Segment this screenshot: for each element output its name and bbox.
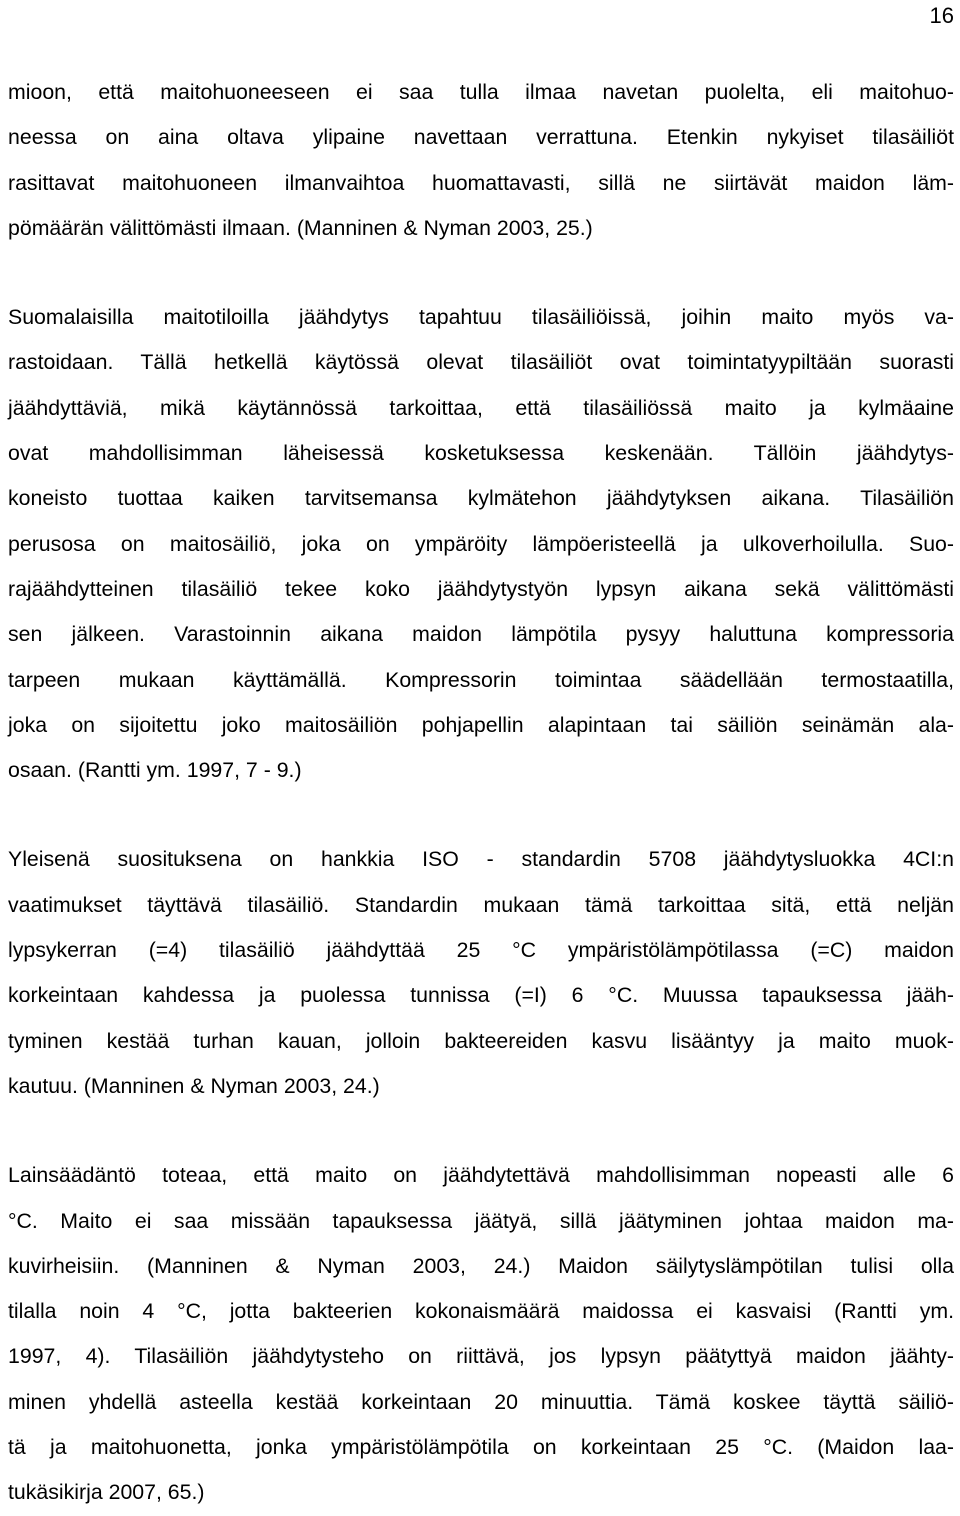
text-line: Lainsäädäntö toteaa, että maito on jäähdytettävä mahdollisimman nopeasti alle 6 bbox=[8, 1163, 954, 1188]
text-line: ovat mahdollisimman läheisessä kosketuksessa keskenään. Tällöin jäähdytys- bbox=[8, 441, 954, 466]
paragraph-2 bbox=[8, 295, 954, 793]
text-line: sen jälkeen. Varastoinnin aikana maidon lämpötila pysyy haluttuna kompressoria bbox=[8, 622, 954, 647]
text-line: vaatimukset täyttävä tilasäiliö. Standardin mukaan tämä tarkoittaa sitä, että neljän bbox=[8, 892, 954, 917]
text-line: korkeintaan kahdessa ja puolessa tunnissa (=I) 6 °C. Muussa tapauksessa jääh- bbox=[8, 983, 954, 1008]
text-line: tukäsikirja 2007, 65.) bbox=[8, 1480, 205, 1505]
text-line: mioon, että maitohuoneeseen ei saa tulla ilmaa navetan puolelta, eli maitohuo- bbox=[8, 80, 954, 104]
text-line: tilalla noin 4 °C, jotta bakteerien kokonaismäärä maidossa ei kasvaisi (Rantti ym. bbox=[8, 1299, 954, 1324]
text-line: kautuu. (Manninen & Nyman 2003, 24.) bbox=[8, 1073, 380, 1098]
text-line: rastoidaan. Tällä hetkellä käytössä olevat tilasäiliöt ovat toimintatyypiltään suorasti bbox=[8, 350, 954, 375]
text-line: tä ja maitohuonetta, jonka ympäristölämpötila on korkeintaan 25 °C. (Maidon laa- bbox=[8, 1435, 954, 1460]
text-line: Yleisenä suosituksena on hankkia ISO - standardin 5708 jäähdytysluokka 4CI:n bbox=[8, 847, 954, 872]
page-number: 16 bbox=[929, 3, 954, 28]
text-line: koneisto tuottaa kaiken tarvitsemansa kylmätehon jäähdytyksen aikana. Tilasäiliön bbox=[8, 486, 954, 511]
text-line: minen yhdellä asteella kestää korkeintaan 20 minuuttia. Tämä koskee täyttä säiliö- bbox=[8, 1389, 954, 1414]
text-line: Suomalaisilla maitotiloilla jäähdytys tapahtuu tilasäiliöissä, joihin maito myös va- bbox=[8, 305, 954, 330]
text-line: rajäähdytteinen tilasäiliö tekee koko jäähdytystyön lypsyn aikana sekä välittömästi bbox=[8, 576, 954, 601]
paragraph-gap bbox=[8, 251, 954, 295]
paragraph-3 bbox=[8, 837, 954, 1109]
paragraph-gap bbox=[8, 793, 954, 837]
text-line: jäähdyttäviä, mikä käytännössä tarkoittaa, että tilasäiliössä maito ja kylmäaine bbox=[8, 395, 954, 420]
text-line: tyminen kestää turhan kauan, jolloin bakteereiden kasvu lisääntyy ja maito muok- bbox=[8, 1028, 954, 1053]
text-line: 1997, 4). Tilasäiliön jäähdytysteho on riittävä, jos lypsyn päätyttyä maidon jäähty- bbox=[8, 1344, 954, 1369]
paragraph-gap bbox=[8, 1109, 954, 1153]
text-line: pömäärän välittömästi ilmaan. (Manninen & Nyman 2003, 25.) bbox=[8, 215, 593, 240]
document-body bbox=[8, 70, 954, 1516]
text-line: rasittavat maitohuoneen ilmanvaihtoa huomattavasti, sillä ne siirtävät maidon läm- bbox=[8, 170, 954, 195]
text-line: lypsykerran (=4) tilasäiliö jäähdyttää 25 °C ympäristölämpötilassa (=C) maidon bbox=[8, 938, 954, 963]
text-line: tarpeen mukaan käyttämällä. Kompressorin toimintaa säädellään termostaatilla, bbox=[8, 667, 954, 692]
text-line: kuvirheisiin. (Manninen & Nyman 2003, 24.) Maidon säilytyslämpötilan tulisi olla bbox=[8, 1253, 954, 1278]
text-line: joka on sijoitettu joko maitosäiliön pohjapellin alapintaan tai säiliön seinämän ala- bbox=[8, 712, 954, 737]
text-line: °C. Maito ei saa missään tapauksessa jäätyä, sillä jäätyminen johtaa maidon ma- bbox=[8, 1208, 954, 1233]
paragraph-4 bbox=[8, 1153, 954, 1515]
paragraph-1 bbox=[8, 70, 954, 251]
text-line: osaan. (Rantti ym. 1997, 7 - 9.) bbox=[8, 758, 302, 783]
text-line: neessa on aina oltava ylipaine navettaan verrattuna. Etenkin nykyiset tilasäiliöt bbox=[8, 125, 954, 150]
text-line: perusosa on maitosäiliö, joka on ympäröity lämpöeristeellä ja ulkoverhoilulla. Suo- bbox=[8, 531, 954, 556]
